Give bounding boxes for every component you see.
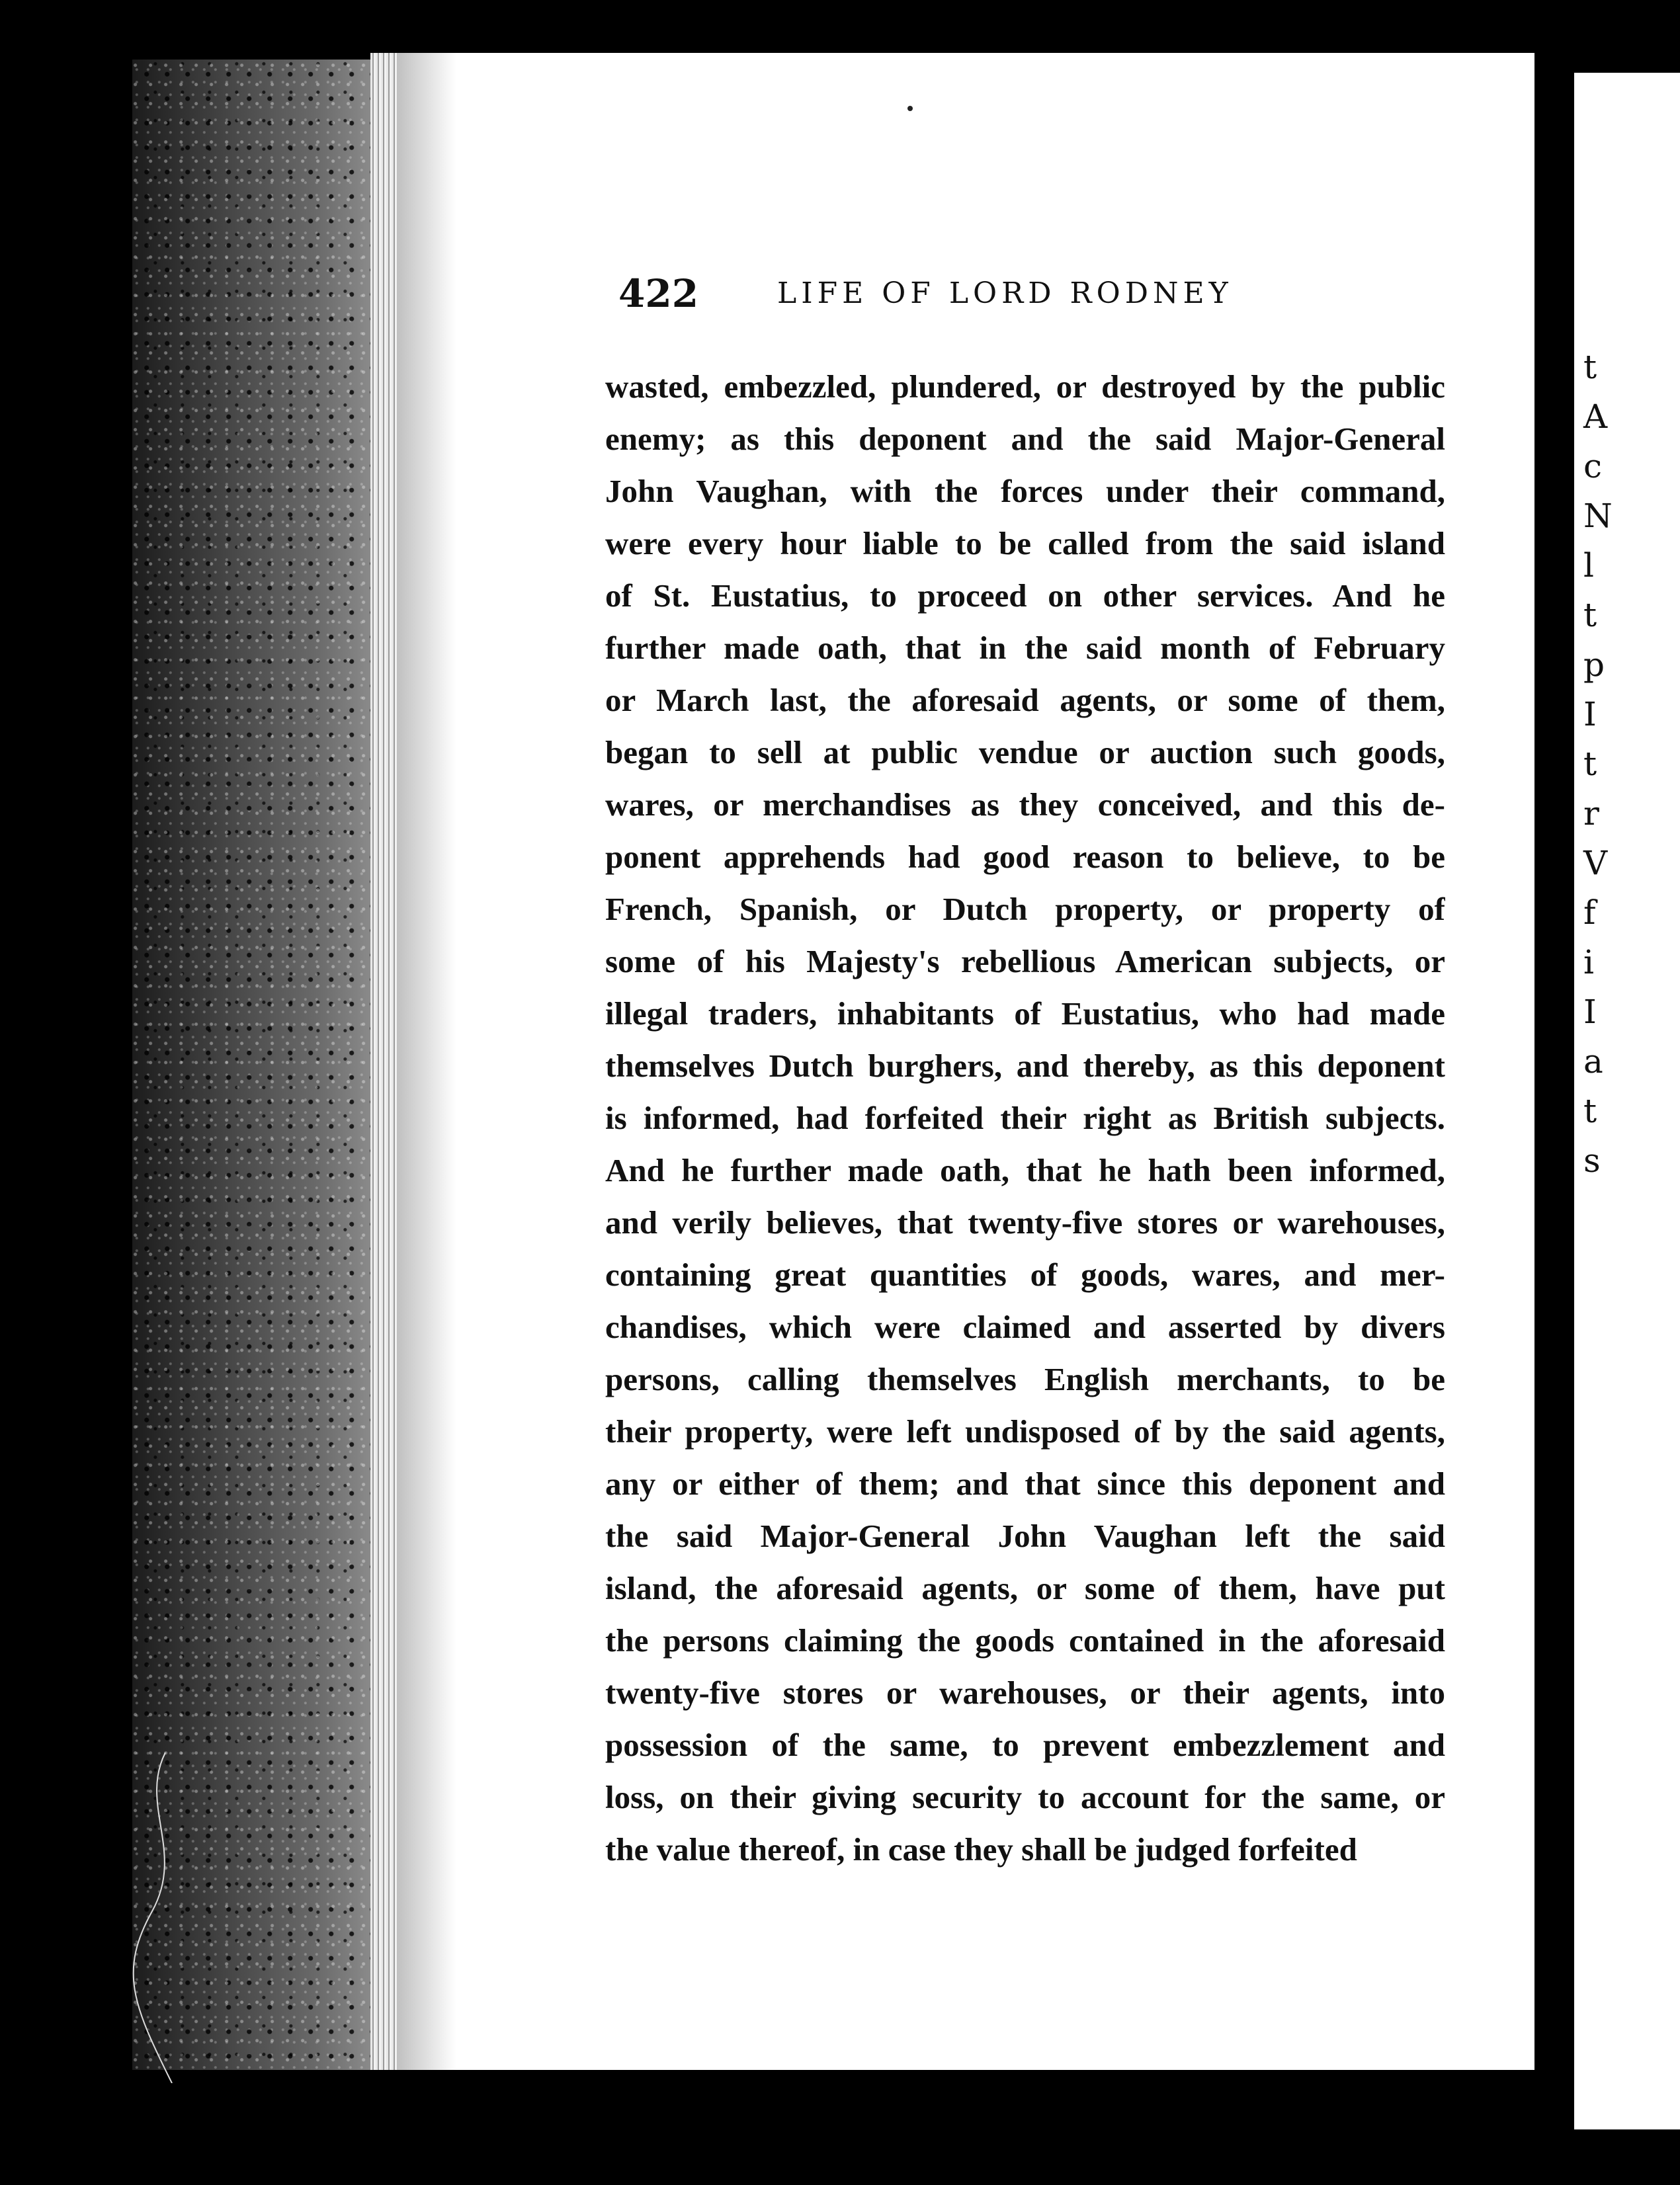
facing-page-letter: N [1583, 497, 1613, 535]
text-line: containing great quantities of goods, wares, and mer- [605, 1257, 1445, 1293]
text-line: enemy; as this deponent and the said Major-General [605, 421, 1445, 457]
text-line: were every hour liable to be called from the said island [605, 525, 1445, 561]
text-line: themselves Dutch burghers, and thereby, as this deponent [605, 1048, 1445, 1084]
facing-page-letter: f [1583, 893, 1596, 932]
facing-page-letter: a [1583, 1042, 1603, 1081]
text-line: French, Spanish, or Dutch property, or property of [605, 891, 1445, 927]
facing-page-letter: I [1583, 993, 1597, 1031]
gutter-shadow [397, 53, 456, 2070]
text-line: and verily believes, that twenty-five stores or warehouses, [605, 1204, 1445, 1241]
text-line: possession of the same, to prevent embezzlement and [605, 1727, 1445, 1763]
facing-page-letter: c [1583, 447, 1603, 485]
text-line: the persons claiming the goods contained in the aforesaid [605, 1622, 1445, 1659]
text-line: ponent apprehends had good reason to believe, to be [605, 839, 1445, 875]
text-line: illegal traders, inhabitants of Eustatius, who had made [605, 995, 1445, 1032]
text-line: the said Major-General John Vaughan left the said [605, 1518, 1445, 1554]
facing-page-letter: r [1583, 794, 1599, 833]
text-line: is informed, had forfeited their right as British subjects. [605, 1100, 1445, 1136]
facing-page-letter: t [1583, 1092, 1597, 1130]
text-line: And he further made oath, that he hath been informed, [605, 1152, 1445, 1188]
text-line: their property, were left undisposed of by the said agents, [605, 1413, 1445, 1450]
text-line: or March last, the aforesaid agents, or some of them, [605, 682, 1445, 718]
page-header [618, 271, 1412, 324]
text-line: loss, on their giving security to account for the same, or [605, 1779, 1445, 1815]
facing-page-fragment [1574, 73, 1680, 2129]
text-line: chandises, which were claimed and asserted by divers [605, 1309, 1445, 1345]
text-line: further made oath, that in the said month of February [605, 630, 1445, 666]
facing-page-letter: I [1583, 695, 1597, 733]
ink-speck [907, 106, 913, 111]
facing-page-letter: A [1583, 397, 1608, 436]
text-line: persons, calling themselves English merchants, to be [605, 1361, 1445, 1397]
text-line: twenty-five stores or warehouses, or their agents, into [605, 1674, 1445, 1711]
text-line: some of his Majesty's rebellious American subjects, or [605, 943, 1445, 979]
text-line: island, the aforesaid agents, or some of them, have put [605, 1570, 1445, 1606]
text-line: wares, or merchandises as they conceived, and this de- [605, 786, 1445, 823]
text-line: any or either of them; and that since this deponent and [605, 1465, 1445, 1502]
facing-page-letter: p [1583, 645, 1605, 684]
page-right-border [1534, 79, 1574, 2116]
facing-page-letter: l [1583, 546, 1594, 585]
body-text [605, 360, 1445, 1876]
facing-page-letter: s [1583, 1141, 1601, 1180]
stray-thread [126, 1752, 192, 2083]
facing-page-letter: t [1583, 596, 1597, 634]
text-line: of St. Eustatius, to proceed on other services. And he [605, 577, 1445, 614]
facing-page-letter: t [1583, 745, 1597, 783]
page-number: 422 [618, 271, 699, 316]
text-line: wasted, embezzled, plundered, or destroyed by the public [605, 368, 1445, 405]
facing-page-letter: t [1583, 348, 1597, 386]
facing-page-letter: i [1583, 943, 1594, 981]
text-line: began to sell at public vendue or auction such goods, [605, 734, 1445, 770]
facing-page-letter: V [1583, 844, 1608, 882]
text-line: John Vaughan, with the forces under their command, [605, 473, 1445, 509]
running-title: LIFE OF LORD RODNEY [777, 276, 1233, 310]
text-line: the value thereof, in case they shall be judged forfeited [605, 1831, 1357, 1868]
